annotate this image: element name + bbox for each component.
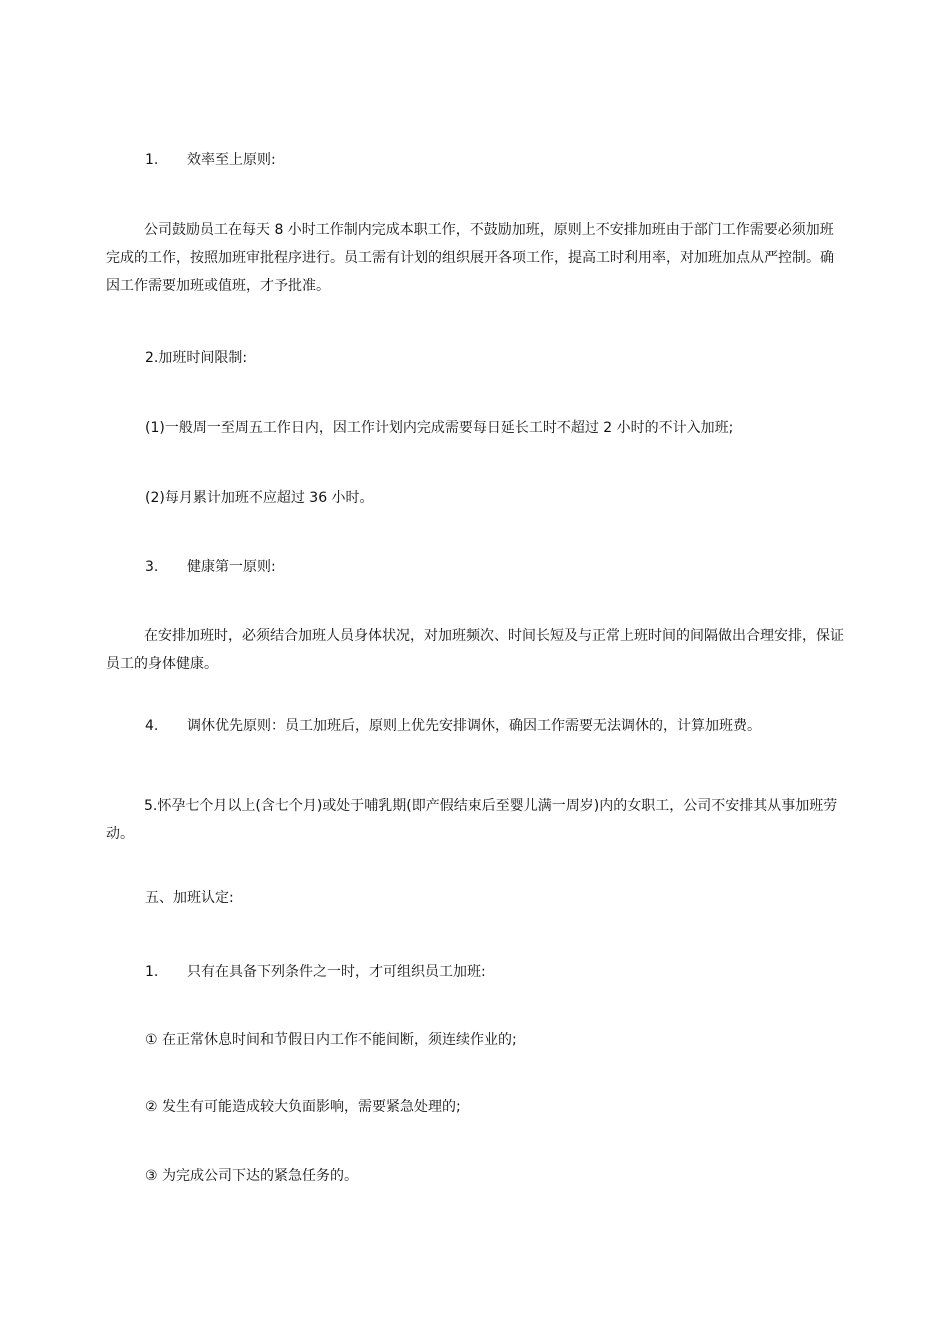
condition-item-2: ② 发生有可能造成较大负面影响，需要紧急处理的; bbox=[145, 1099, 461, 1115]
section-number: 1. bbox=[145, 964, 159, 980]
section-title: 健康第一原则: bbox=[187, 559, 276, 575]
paragraph-pregnant-employees: 5.怀孕七个月以上(含七个月)或处于哺乳期(即产假结束后至婴儿满一周岁)内的女职工，公司不安排其从事加班劳动。 bbox=[106, 798, 838, 842]
time-limit-item-2: (2)每月累计加班不应超过 36 小时。 bbox=[145, 490, 374, 506]
section-compensatory-leave bbox=[145, 716, 761, 736]
condition-item-1: ① 在正常休息时间和节假日内工作不能间断，须连续作业的; bbox=[145, 1032, 517, 1048]
section-health-heading bbox=[145, 557, 276, 577]
section-title: 效率至上原则: bbox=[187, 152, 276, 168]
paragraph-overtime-policy: 公司鼓励员工在每天 8 小时工作制内完成本职工作，不鼓励加班，原则上不安排加班由于部门工作需要必须加班完成的工作，按照加班审批程序进行。员工需有计划的组织展开各项工作，提高工时利用率，对加班加点从严控制。确因工作需要加班或值班，才予批准。 bbox=[106, 222, 834, 294]
section-number: 4. bbox=[145, 718, 159, 734]
section-title: 只有在具备下列条件之一时，才可组织员工加班: bbox=[187, 964, 486, 980]
section-number: 3. bbox=[145, 559, 159, 575]
section-conditions-heading bbox=[145, 962, 486, 982]
chapter-heading-overtime-recognition: 五、加班认定: bbox=[145, 890, 234, 906]
paragraph-health-arrangement: 在安排加班时，必须结合加班人员身体状况，对加班频次、时间长短及与正常上班时间的间隔做出合理安排，保证员工的身体健康。 bbox=[106, 628, 844, 672]
time-limit-item-1: (1)一般周一至周五工作日内，因工作计划内完成需要每日延长工时不超过 2 小时的不计入加班; bbox=[145, 420, 734, 436]
section-number: 1. bbox=[145, 152, 159, 168]
section-title: 调休优先原则：员工加班后，原则上优先安排调休，确因工作需要无法调休的，计算加班费。 bbox=[187, 718, 761, 734]
condition-item-3: ③ 为完成公司下达的紧急任务的。 bbox=[145, 1168, 359, 1184]
section-efficiency-heading bbox=[145, 150, 276, 170]
section-time-limit-heading: 2.加班时间限制: bbox=[145, 350, 248, 366]
